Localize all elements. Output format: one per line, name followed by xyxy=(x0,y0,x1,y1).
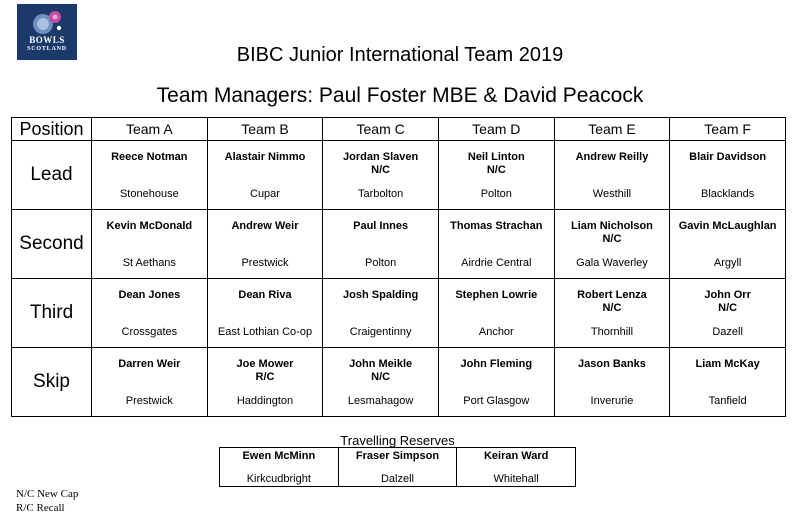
reserve-club: Dalzell xyxy=(380,473,414,485)
player-cell xyxy=(554,141,670,210)
player-cell xyxy=(438,348,554,417)
player-name: Alastair Nimmo xyxy=(224,151,306,163)
player-club: Dazell xyxy=(712,326,743,338)
cap-status-note: R/C xyxy=(255,371,275,383)
position-label: Lead xyxy=(12,141,92,210)
reserve-name: Ewen McMinn xyxy=(242,450,316,462)
table-row xyxy=(12,210,786,279)
page-title: BIBC Junior International Team 2019 xyxy=(236,44,564,66)
logo-text-bowls: BOWLS xyxy=(29,35,65,45)
player-club: Anchor xyxy=(478,326,514,338)
reserve-cell xyxy=(457,448,576,487)
player-name: Dean Jones xyxy=(118,289,181,301)
player-name: Liam Nicholson xyxy=(571,220,653,232)
cap-status-note: N/C xyxy=(371,371,391,383)
player-club: Tarbolton xyxy=(358,188,404,200)
player-name: John Orr xyxy=(704,289,751,301)
player-cell xyxy=(554,210,670,279)
player-club: Prestwick xyxy=(125,395,173,407)
player-cell xyxy=(438,279,554,348)
table-row xyxy=(12,279,786,348)
table-header-row xyxy=(12,118,786,141)
player-name: Blair Davidson xyxy=(689,151,767,163)
player-cell xyxy=(92,141,208,210)
player-club: St Aethans xyxy=(122,257,176,269)
team-header: Team B xyxy=(207,118,323,141)
player-name: Joe Mower xyxy=(236,358,294,370)
player-club: Argyll xyxy=(713,257,742,269)
bowls-emblem-icon xyxy=(29,8,65,36)
player-name: Andrew Weir xyxy=(231,220,299,232)
reserve-club: Whitehall xyxy=(493,473,539,485)
legend-new-cap: N/C New Cap xyxy=(16,488,79,500)
player-cell xyxy=(323,141,439,210)
player-club: East Lothian Co-op xyxy=(217,326,313,338)
player-club: Port Glasgow xyxy=(463,395,530,407)
reserve-cell xyxy=(338,448,457,487)
player-name: Thomas Strachan xyxy=(450,220,543,232)
player-cell xyxy=(438,210,554,279)
cap-status-note: N/C xyxy=(371,164,391,176)
player-club: Stonehouse xyxy=(119,188,179,200)
player-name: Gavin McLaughlan xyxy=(678,220,777,232)
player-name: Robert Lenza xyxy=(577,289,647,301)
position-header: Position xyxy=(12,118,92,141)
player-name: Jordan Slaven xyxy=(343,151,419,163)
player-cell xyxy=(438,141,554,210)
cap-status-note: N/C xyxy=(486,164,506,176)
player-name: Stephen Lowrie xyxy=(455,289,538,301)
cap-status-note: N/C xyxy=(602,233,622,245)
player-cell xyxy=(207,210,323,279)
cap-status-note: N/C xyxy=(718,302,738,314)
player-name: John Meikle xyxy=(349,358,413,370)
player-name: Darren Weir xyxy=(118,358,181,370)
player-cell xyxy=(207,279,323,348)
team-header: Team A xyxy=(92,118,208,141)
player-club: Haddington xyxy=(236,395,294,407)
player-name: Reece Notman xyxy=(111,151,188,163)
player-cell xyxy=(92,348,208,417)
position-label: Skip xyxy=(12,348,92,417)
player-name: Kevin McDonald xyxy=(106,220,193,232)
player-name: Jason Banks xyxy=(578,358,646,370)
player-club: Inverurie xyxy=(590,395,634,407)
player-name: Andrew Reilly xyxy=(575,151,649,163)
team-header: Team E xyxy=(554,118,670,141)
player-cell xyxy=(92,279,208,348)
reserves-table xyxy=(219,447,576,487)
team-header: Team D xyxy=(438,118,554,141)
legend-recall: R/C Recall xyxy=(16,502,65,514)
player-cell xyxy=(323,348,439,417)
player-club: Westhill xyxy=(592,188,632,200)
team-header: Team F xyxy=(670,118,786,141)
player-name: Liam McKay xyxy=(695,358,760,370)
player-name: Josh Spalding xyxy=(343,289,419,301)
player-club: Crossgates xyxy=(121,326,178,338)
table-row xyxy=(12,348,786,417)
reserve-cell xyxy=(220,448,339,487)
cap-status-note: N/C xyxy=(602,302,622,314)
reserves-row xyxy=(220,448,576,487)
position-label: Second xyxy=(12,210,92,279)
player-club: Polton xyxy=(480,188,512,200)
player-club: Cupar xyxy=(250,188,280,200)
reserves-title: Travelling Reserves xyxy=(340,433,455,448)
table-row xyxy=(12,141,786,210)
player-club: Thornhill xyxy=(590,326,634,338)
player-club: Polton xyxy=(365,257,397,269)
player-cell xyxy=(670,141,786,210)
player-name: Paul Innes xyxy=(353,220,409,232)
player-cell xyxy=(554,279,670,348)
logo-text-scotland: SCOTLAND xyxy=(27,46,67,52)
player-club: Blacklands xyxy=(701,188,755,200)
player-club: Gala Waverley xyxy=(576,257,648,269)
player-name: Dean Riva xyxy=(238,289,292,301)
reserve-name: Fraser Simpson xyxy=(355,450,440,462)
player-cell xyxy=(207,348,323,417)
reserve-name: Keiran Ward xyxy=(483,450,549,462)
player-club: Lesmahagow xyxy=(347,395,414,407)
player-name: John Fleming xyxy=(460,358,533,370)
page-subtitle: Team Managers: Paul Foster MBE & David Peacock xyxy=(156,84,644,107)
player-club: Craigentinny xyxy=(349,326,412,338)
team-header: Team C xyxy=(323,118,439,141)
player-name: Neil Linton xyxy=(467,151,525,163)
player-club: Tanfield xyxy=(708,395,747,407)
team-table xyxy=(11,117,786,417)
reserve-club: Kirkcudbright xyxy=(246,473,311,485)
position-label: Third xyxy=(12,279,92,348)
player-cell xyxy=(554,348,670,417)
player-cell xyxy=(670,279,786,348)
player-cell xyxy=(207,141,323,210)
player-cell xyxy=(92,210,208,279)
player-club: Prestwick xyxy=(241,257,289,269)
player-club: Airdrie Central xyxy=(461,257,532,269)
player-cell xyxy=(323,279,439,348)
player-cell xyxy=(323,210,439,279)
player-cell xyxy=(670,348,786,417)
player-cell xyxy=(670,210,786,279)
